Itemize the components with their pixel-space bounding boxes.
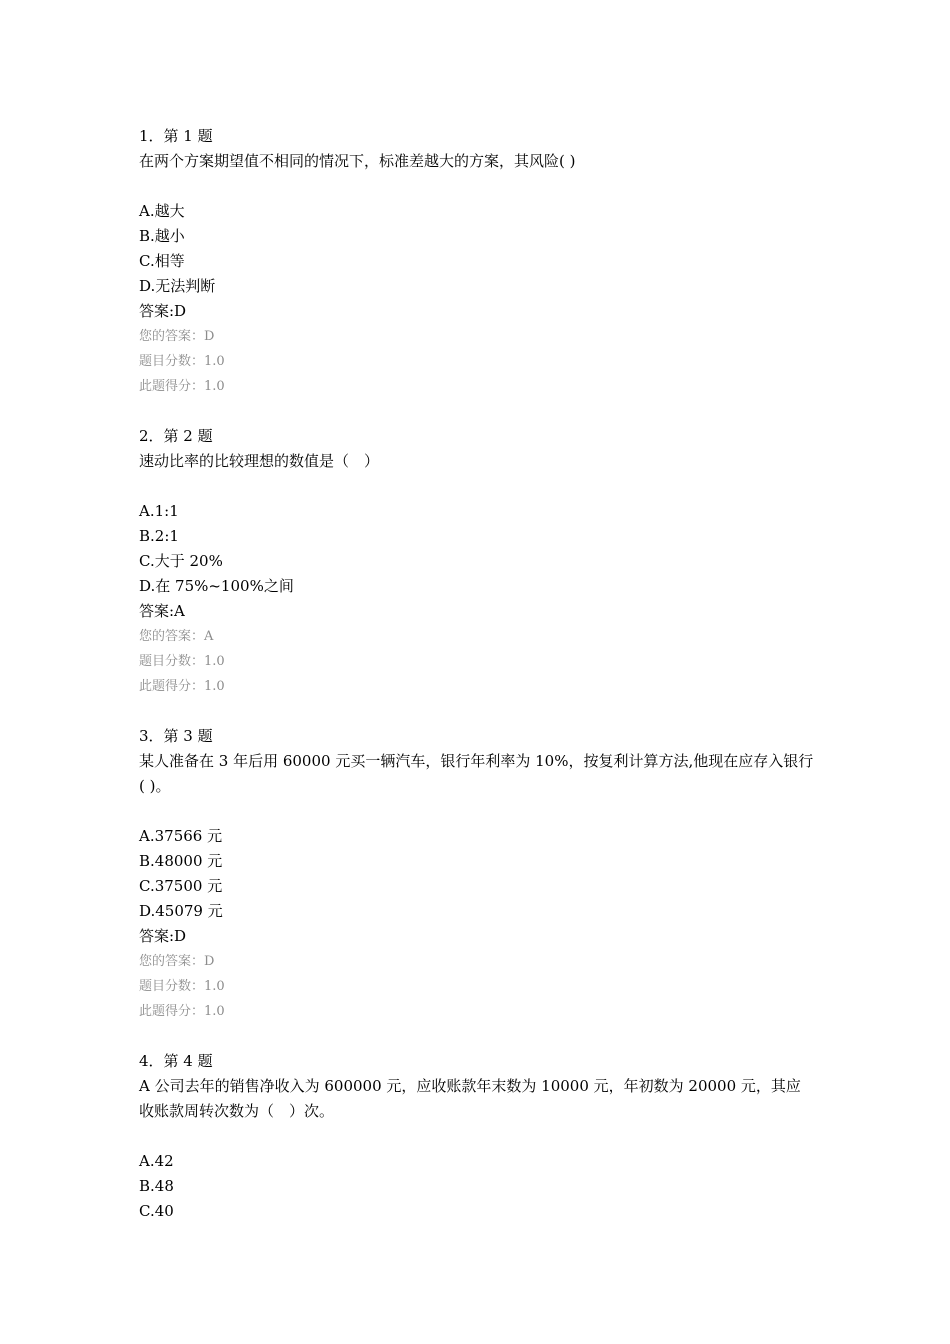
option-a: A.42 <box>139 1152 174 1170</box>
your-answer: 您的答案：D <box>139 954 215 969</box>
option-d: D.无法判断 <box>139 277 216 295</box>
option-c: C.大于 20% <box>139 552 223 570</box>
earned-score: 此题得分：1.0 <box>139 1004 225 1019</box>
question-score: 题目分数：1.0 <box>139 979 225 994</box>
option-c: C.40 <box>139 1202 174 1220</box>
question-header: 4．第 4 题 <box>139 1052 213 1070</box>
option-a: A.越大 <box>139 202 185 220</box>
spacer <box>139 799 819 824</box>
question-stem: A 公司去年的销售净收入为 600000 元，应收账款年末数为 10000 元，年初数为 20000 元，其应收账款周转次数为（ ）次。 <box>139 1077 801 1120</box>
quiz-document <box>139 124 819 1249</box>
option-b: B.越小 <box>139 227 185 245</box>
option-b: B.48000 元 <box>139 852 223 870</box>
question-2 <box>139 424 819 699</box>
option-c: C.37500 元 <box>139 877 223 895</box>
spacer <box>139 1124 819 1149</box>
question-3 <box>139 724 819 1024</box>
question-stem: 某人准备在 3 年后用 60000 元买一辆汽车，银行年利率为 10%，按复利计算方法,他现在应存入银行( )。 <box>139 752 814 795</box>
question-stem: 在两个方案期望值不相同的情况下，标准差越大的方案，其风险( ) <box>139 152 576 170</box>
question-header: 3．第 3 题 <box>139 727 213 745</box>
option-d: D.在 75%~100%之间 <box>139 577 294 595</box>
option-b: B.2:1 <box>139 527 179 545</box>
correct-answer: 答案:D <box>139 927 187 945</box>
your-answer: 您的答案：A <box>139 629 214 644</box>
question-score: 题目分数：1.0 <box>139 354 225 369</box>
question-header: 1．第 1 题 <box>139 127 213 145</box>
question-score: 题目分数：1.0 <box>139 654 225 669</box>
option-c: C.相等 <box>139 252 185 270</box>
question-stem: 速动比率的比较理想的数值是（ ） <box>139 452 380 470</box>
option-a: A.37566 元 <box>139 827 223 845</box>
option-a: A.1:1 <box>139 502 179 520</box>
option-d: D.45079 元 <box>139 902 223 920</box>
question-1 <box>139 124 819 399</box>
earned-score: 此题得分：1.0 <box>139 379 225 394</box>
option-b: B.48 <box>139 1177 174 1195</box>
your-answer: 您的答案：D <box>139 329 215 344</box>
correct-answer: 答案:D <box>139 302 187 320</box>
earned-score: 此题得分：1.0 <box>139 679 225 694</box>
spacer <box>139 174 819 199</box>
question-4 <box>139 1049 819 1224</box>
question-header: 2．第 2 题 <box>139 427 213 445</box>
correct-answer: 答案:A <box>139 602 185 620</box>
spacer <box>139 474 819 499</box>
